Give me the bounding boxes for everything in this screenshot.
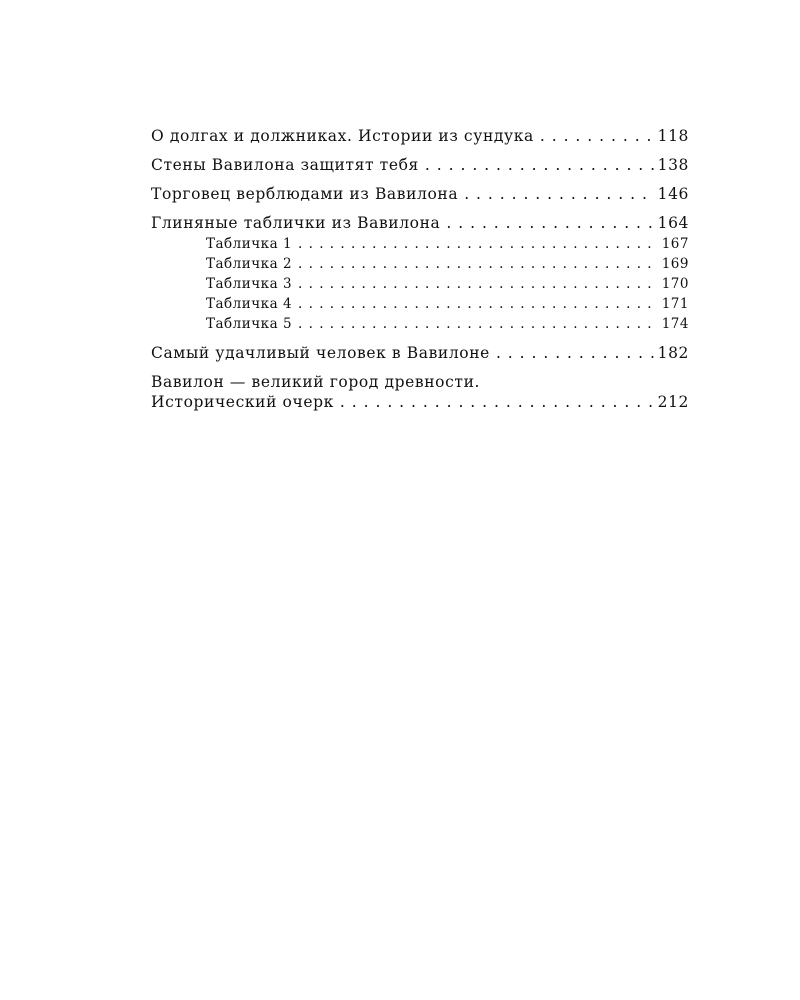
toc-subentry-page: 170 — [661, 276, 689, 292]
toc-subentry-page: 174 — [661, 316, 689, 332]
toc-subentry[interactable] — [151, 314, 689, 334]
toc-entry-page: 212 — [657, 393, 689, 411]
toc-entry-title: Торговец верблюдами из Вавилона — [151, 185, 459, 203]
dot-leader — [540, 126, 655, 146]
toc-entry[interactable] — [151, 343, 689, 363]
toc-entry[interactable] — [151, 155, 689, 175]
toc-entry[interactable] — [151, 213, 689, 233]
toc-entry-title: Стены Вавилона защитят тебя — [151, 156, 419, 174]
dot-leader — [298, 254, 659, 274]
toc-entry-page: 118 — [657, 127, 689, 145]
toc-entry-title: О долгах и должниках. Истории из сундука — [151, 127, 534, 145]
toc-subentry[interactable] — [151, 234, 689, 254]
toc-entry-two-line[interactable] — [151, 372, 689, 412]
toc-entry[interactable] — [151, 126, 689, 146]
dot-leader — [446, 213, 654, 233]
toc-entry-title-line2: Исторический очерк — [151, 393, 334, 411]
dot-leader — [298, 274, 659, 294]
dot-leader — [298, 234, 659, 254]
toc-subentry-page: 171 — [661, 296, 689, 312]
dot-leader — [298, 294, 659, 314]
toc-subentry[interactable] — [151, 274, 689, 294]
toc-subentry-title: Табличка 2 — [206, 256, 293, 272]
table-of-contents — [151, 126, 689, 412]
dot-leader — [425, 155, 655, 175]
toc-entry-page: 182 — [657, 344, 689, 362]
toc-entry-page: 138 — [657, 156, 689, 174]
toc-subentry-page: 169 — [661, 256, 689, 272]
toc-subentry-title: Табличка 3 — [206, 276, 293, 292]
toc-entry-title: Самый удачливый человек в Вавилоне — [151, 344, 490, 362]
toc-entry-page: 146 — [657, 185, 689, 203]
toc-subentry-title: Табличка 5 — [206, 316, 293, 332]
toc-subentry-title: Табличка 4 — [206, 296, 293, 312]
dot-leader — [298, 314, 659, 334]
toc-entry[interactable] — [151, 184, 689, 204]
toc-subentry[interactable] — [151, 294, 689, 314]
toc-entry-title: Глиняные таблички из Вавилона — [151, 214, 441, 232]
dot-leader — [340, 392, 655, 412]
dot-leader — [496, 343, 655, 363]
toc-entry-title-line1: Вавилон — великий город древности. — [151, 373, 481, 391]
dot-leader — [464, 184, 654, 204]
toc-subentry-page: 167 — [661, 236, 689, 252]
toc-subentry-title: Табличка 1 — [206, 236, 293, 252]
toc-subentry[interactable] — [151, 254, 689, 274]
toc-entry-line2 — [151, 392, 689, 412]
toc-entry-page: 164 — [657, 214, 689, 232]
